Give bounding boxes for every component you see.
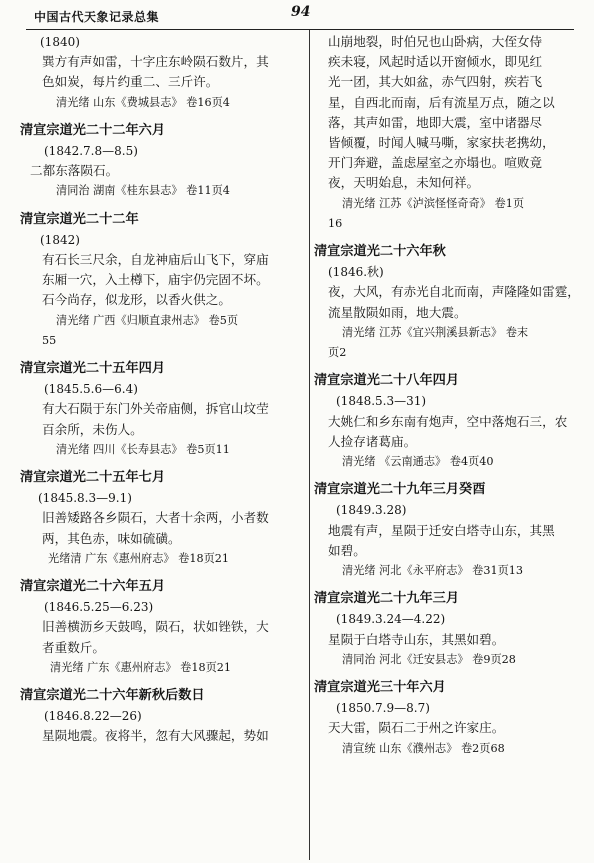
page-number: 94 xyxy=(291,4,311,20)
entry-date: (1849.3.28) xyxy=(336,503,407,518)
entry-heading: 清宣宗道光二十九年三月癸酉 xyxy=(314,482,486,498)
entry-date: (1842.7.8—8.5) xyxy=(44,144,138,158)
entry-text: 星陨地震。夜将半，忽有大风骤起，势如 xyxy=(42,728,269,744)
header-rule xyxy=(26,29,574,30)
entry-text: 人捡存诸葛庙。 xyxy=(328,433,417,449)
entry-text: 石今尚存，似龙形，以香火供之。 xyxy=(42,292,231,308)
entry-text: 疾未寝，风起时适以开窗倾水，即见红 xyxy=(328,54,543,70)
entry-text: 开门奔避，盖虑屋室之亦塌也。喧败竟 xyxy=(328,155,543,171)
entry-heading: 清宣宗道光三十年六月 xyxy=(314,680,446,695)
entry-source: 清宣统 山东《濮州志》 卷2页68 xyxy=(342,741,505,755)
entry-source: 16 xyxy=(328,216,343,230)
column-divider xyxy=(309,30,310,860)
entry-text: 有石长三尺余，自龙神庙后山飞下，穿庙 xyxy=(42,252,269,267)
entry-source: 光绪清 广东《惠州府志》 卷18页21 xyxy=(48,551,230,565)
entry-heading: 清宣宗道光二十二年六月 xyxy=(20,122,166,138)
entry-date: (1846.8.22—26) xyxy=(44,709,142,724)
entry-date: (1846.秋) xyxy=(328,265,384,280)
entry-source: 清光绪 广东《惠州府志》 卷18页21 xyxy=(50,660,232,674)
entry-text: 皆倾覆，时闻人喊马嘶，家家扶老携幼， xyxy=(328,135,555,150)
entry-text: 者重数斤。 xyxy=(42,639,105,655)
entry-source: 清同治 河北《迁安县志》 卷9页28 xyxy=(342,652,516,666)
entry-text: 地震有声，星陨于迁安白塔寺山东，其黑 xyxy=(328,522,555,538)
entry-source: 55 xyxy=(42,333,57,347)
entry-heading: 清宣宗道光二十五年七月 xyxy=(20,470,166,485)
entry-heading: 清宣宗道光二十六年新秋后数日 xyxy=(20,688,205,703)
entry-text: 两，其色赤，味如硫磺。 xyxy=(42,530,181,546)
entry-text: 光一团，其大如盆，赤气四射，疾若飞 xyxy=(328,74,543,90)
entry-heading: 清宣宗道光二十六年秋 xyxy=(314,244,446,259)
entry-text: 落，其声如雷，地即大震，室中诸器尽 xyxy=(328,114,543,130)
entry-source: 清光绪 江苏《泸滨怪怪奇奇》 卷1页 xyxy=(342,196,525,210)
entry-date: (1845.8.3—9.1) xyxy=(38,491,132,506)
entry-date: (1848.5.3—31) xyxy=(336,394,427,409)
entry-date: (1842) xyxy=(40,232,80,247)
entry-text: 旧善横沥乡天鼓鸣，陨石，状如锉铁，大 xyxy=(42,619,269,635)
entry-date: (1849.3.24—4.22) xyxy=(336,612,446,627)
entry-text: 旧善矮路各乡陨石，大者十余两，小者数 xyxy=(42,510,269,526)
book-title: 中国古代天象记录总集 xyxy=(34,10,160,24)
entry-source: 清光绪 江苏《宜兴荆溪县新志》 卷末 xyxy=(342,325,529,339)
entry-source: 清同治 湖南《桂东县志》 卷11页4 xyxy=(56,184,230,198)
entry-text: 色如炭，每片约重二、三斤许。 xyxy=(42,74,219,90)
entry-text: 有大石陨于东门外关帝庙侧，拆官山坟茔 xyxy=(42,401,269,417)
entry-heading: 清宣宗道光二十八年四月 xyxy=(314,373,460,389)
entry-heading: 清宣宗道光二十五年四月 xyxy=(20,361,166,376)
page-header xyxy=(26,0,574,32)
entry-date: (1845.5.6—6.4) xyxy=(44,382,138,397)
entry-date: (1850.7.9—8.7) xyxy=(336,701,430,716)
entry-text: 二都东落陨石。 xyxy=(30,163,119,179)
entry-source: 清光绪 《云南通志》 卷4页40 xyxy=(342,455,494,468)
entry-text: 百余所，未伤人。 xyxy=(42,421,143,437)
entry-source: 清光绪 广西《归顺直隶州志》 卷5页 xyxy=(56,313,239,327)
entry-text: 大姚仁和乡东南有炮声，空中落炮石三，农 xyxy=(328,413,568,429)
entry-heading: 清宣宗道光二十九年三月 xyxy=(314,591,460,607)
entry-text: 星，自西北而南，后有流星万点，随之以 xyxy=(328,94,555,110)
entry-source: 清光绪 山东《费城县志》 卷16页4 xyxy=(56,95,230,109)
entry-source: 清光绪 河北《永平府志》 卷31页13 xyxy=(342,564,524,577)
entry-heading: 清宣宗道光二十二年 xyxy=(20,211,139,227)
entry-date: (1846.5.25—6.23) xyxy=(44,600,154,615)
entry-text: 天大雷，陨石二于州之许家庄。 xyxy=(328,720,505,736)
entry-source: 清光绪 四川《长寿县志》 卷5页11 xyxy=(56,442,230,456)
entry-text: 巽方有声如雷，十字庄东岭陨石数片，其 xyxy=(42,54,269,70)
entry-source: 页2 xyxy=(328,346,347,359)
entry-text: 东厢一穴，入土樽下，庙宇仍完固不坏。 xyxy=(42,272,269,288)
entry-heading: 清宣宗道光二十六年五月 xyxy=(20,579,166,594)
entry-text: 星陨于白塔寺山东，其黑如碧。 xyxy=(328,631,505,647)
entry-text: 夜，天明始息，未知何祥。 xyxy=(328,175,480,191)
entry-text: 流星散陨如雨，地大震。 xyxy=(328,304,467,320)
entry-text: 夜，大风，有赤光自北而南，声隆隆如雷霆， xyxy=(328,284,580,300)
entry-text: 山崩地裂，时伯兄也山卧病，大侄女侍 xyxy=(328,34,543,49)
entry-date: (1840) xyxy=(40,35,80,49)
entry-text: 如碧。 xyxy=(328,542,366,558)
